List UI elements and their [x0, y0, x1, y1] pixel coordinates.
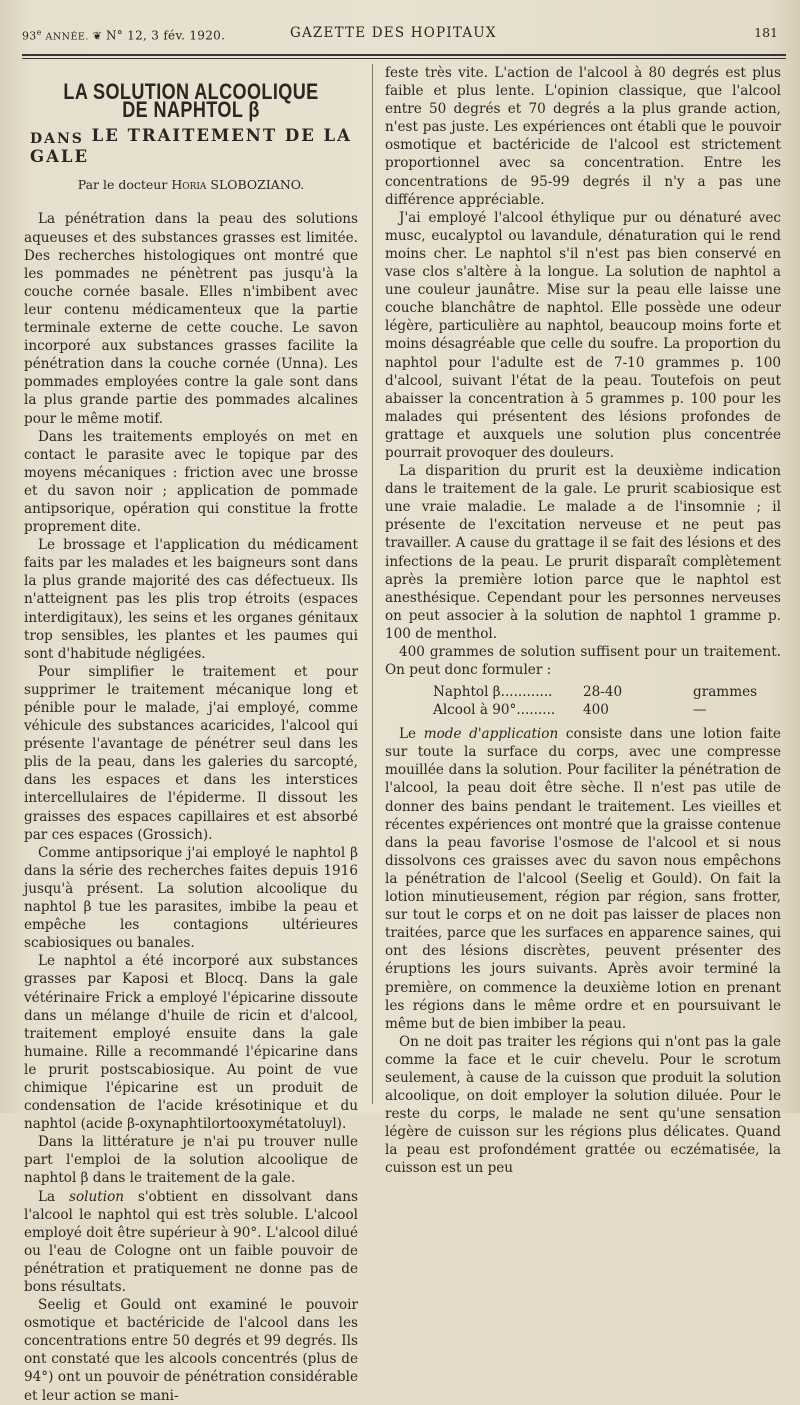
- paragraph: J'ai employé l'alcool éthylique pur ou dénaturé avec musc, eucalyptol ou lavandule, dénaturation qui le rend moins cher. Le naphtol s'il n'est pas bien conservé en vase clos s'altère à la longue. La solution de naphtol a une couleur jaunâtre. Mise sur la peau elle laisse une couche blanchâtre de naphtol. Elle possède une odeur légère, particulière au naphtol, beaucoup moins forte et moins désagréable que celle du soufre. La proportion du naphtol pour l'adulte est de 7-10 grammes p. 100 d'alcool, suivant l'état de la peau. Toutefois on peut abaisser la concentration à 5 grammes p. 100 pour les malades qui présentent des lésions profondes de grattage et auxquels une solution plus concentrée pourrait provoquer des douleurs.: [385, 209, 781, 461]
- fleuron-icon: ❦: [92, 29, 103, 43]
- article-title: LA SOLUTION ALCOOLIQUE DE NAPHTOL β: [63, 79, 319, 123]
- paragraph: Dans la littérature je n'ai pu trouver nulle part l'emploi de la solution alcoolique de naphtol β dans le traitement de la gale.: [24, 1134, 358, 1187]
- right-column: [385, 64, 781, 1178]
- solution-prefix: La: [38, 1188, 69, 1205]
- paragraph: 400 grammes de solution suffisent pour un traitement. On peut donc formuler :: [385, 644, 781, 679]
- paragraph-continued: feste très vite. L'action de l'alcool à 80 degrés est plus faible et plus lente. L'opinion classique, que l'alcool entre 50 degrés et 70 degrés a la plus grande action, n'est pas juste. Les expériences ont établi que le pouvoir osmotique et bactéricide de l'alcool est strictement proportionnel avec sa concentration. Entre les concentrations de 95-99 degrés il n'y a pas une différence appréciable.: [385, 65, 781, 208]
- formula: [385, 683, 781, 719]
- solution-italic: solution: [69, 1188, 125, 1205]
- article-subtitle: [30, 127, 358, 166]
- annee-label: ANNÉE.: [45, 31, 89, 43]
- subtitle-rest: LE TRAITEMENT DE LA GALE: [30, 126, 352, 167]
- formula-unit: —: [693, 702, 707, 719]
- paragraph: Seelig et Gould ont examiné le pouvoir osmotique et bactéricide de l'alcool dans les concentrations entre 50 degrés et 99 degrés. Ils ont constaté que les alcools concentrés (plus de 94°) ont un pouvoir de pénétration considérable et leur action se mani-: [24, 1297, 358, 1404]
- mode-italic: mode d'application: [423, 726, 559, 743]
- solution-rest: s'obtient en dissolvant dans l'alcool le naphtol qui est très soluble. L'alcool employé doit être supérieur à 90°. L'alcool dilué ou l'eau de Cologne ont un faible pouvoir de pénétration et pratiquement ne donne pas de bons résultats.: [24, 1188, 358, 1295]
- formula-unit: grammes: [693, 684, 758, 701]
- formula-value: 400: [583, 702, 609, 719]
- journal-name: GAZETTE DES HOPITAUX: [290, 25, 497, 41]
- paragraph: Comme antipsorique j'ai employé le naphtol β dans la série des recherches faites depuis 1916 jusqu'à présent. La solution alcoolique du naphtol β tue les parasites, imbibe la peau et empêche les contagions ultérieures scabiosiques ou banales.: [24, 844, 358, 952]
- formula-ingredient: Alcool à 90°.........: [433, 702, 556, 719]
- page-number: 181: [754, 25, 778, 40]
- mode-rest: consiste dans une lotion faite sur toute la surface du corps, avec une compresse mouillée dans la solution. Pour faciliter la pénétration de l'alcool, la peau doit être sèche. Il n'est pas utile de donner des bains pendant le traitement. Les vieilles et récentes expériences ont montré que la graisse contenue dans la peau favorise l'osmose de l'alcool et si nous dissolvons ces graisses avec du savon nous empêchons la pénétration de l'alcool (Seelig et Gould). On fait la lotion minutieusement, région par région, sans frotter, sur tout le corps et on ne doit pas laisser de places non traitées, parce que les surfaces en apparence saines, qui ont des lésions discrètes, peuvent présenter des éruptions les jours suivants. Après avoir terminé la première, on commence la deuxième lotion en prenant les régions dans le même ordre et en poursuivant le même but de bien imbiber la peau.: [385, 726, 781, 1032]
- mode-prefix: Le: [399, 726, 424, 743]
- paragraph: La pénétration dans la peau des solutions aqueuses et des substances grasses est limitée. Des recherches histologiques ont montré que les pommades ne pénètrent pas jusqu'à la couche cornée basale. Elles n'imbibent avec leur contenu médicamenteux que la partie terminale externe de cette couche. Le savon incorporé aux substances grasses facilite la pénétration dans la couche cornée (Unna). Les pommades employées contre la gale sont dans la plus grande partie des pommades alcalines pour le même motif.: [24, 211, 358, 427]
- paragraph: Pour simplifier le traitement et pour supprimer le traitement mécanique long et pénible pour le malade, j'ai employé, comme véhicule des substances acaricides, l'alcool qui présente l'avantage de pénétrer seul dans les plis de la peau, dans les galeries du sarcopté, dans les espaces et dans les interstices intercellulaires de l'épiderme. Il dissout les graisses des espaces capillaires et est absorbé par ces espaces (Grossich).: [24, 663, 358, 843]
- header-rule-thin: [22, 58, 786, 59]
- formula-value: 28-40: [583, 684, 623, 701]
- formula-row: [385, 701, 781, 719]
- paragraph: Le brossage et l'application du médicament faits par les malades et les baigneurs sont dans la plus grande majorité des cas défectueux. Ils n'atteignent pas les plis trop étroits (espaces interdigitaux), les seins et les organes génitaux trop sensibles, les plantes et les paumes qui sont d'habitude négligées.: [24, 537, 358, 662]
- paragraph-mode: [385, 725, 781, 1033]
- paragraph: On ne doit pas traiter les régions qui n'ont pas la gale comme la face et le cuir chevelu. Pour le scrotum seulement, à cause de la cuisson que produit la solution alcoolique, on doit employer la solution diluée. Pour le reste du corps, le malade ne sent qu'une sensation légère de cuisson sur les régions plus délicates. Quand la peau est profondément grattée ou eczématisée, la cuisson est un peu: [385, 1033, 781, 1177]
- formula-ingredient: Naphtol β............: [433, 684, 553, 701]
- issue-date: N° 12, 3 fév. 1920.: [105, 28, 226, 43]
- byline: [24, 176, 358, 194]
- column-divider: [372, 64, 373, 1104]
- paragraph-solution: [24, 1188, 358, 1297]
- paragraph: La disparition du prurit est la deuxième indication dans le traitement de la gale. Le prurit scabiosique est une vraie maladie. Le malade a de l'insomnie ; il présente de l'excitation nerveuse et ne peut pas travailler. A cause du grattage il se fait des lésions et des infections de la peau. Le prurit disparaît complètement après la première lotion parce que le naphtol est anesthésique. Cependant pour les personnes nerveuses on peut associer à la solution de naphtol 1 gramme p. 100 de menthol.: [385, 463, 781, 642]
- formula-row: [385, 683, 781, 701]
- subtitle-dans: DANS: [30, 131, 84, 148]
- paragraph: Dans les traitements employés on met en contact le parasite avec le topique par des moyens mécaniques : friction avec une brosse et du savon noir ; application de pommade antipsorique, opération qui constitue la frotte proprement dite.: [24, 428, 358, 536]
- byline-prefix: Par le docteur: [77, 177, 172, 193]
- running-header: [22, 22, 782, 52]
- left-column: [24, 68, 358, 1405]
- paragraph: Le naphtol a été incorporé aux substances grasses par Kaposi et Blocq. Dans la gale vétérinaire Frick a employé l'épicarine dissoute dans un mélange d'huile de ricin et d'alcool, traitement employé ensuite dans la gale humaine. Rille a recommandé l'épicarine dans le prurit postscabiosique. Au point de vue chimique l'épicarine est un produit de condensation de l'acide krésotinique et du naphtol (acide β-oxynaphtilortooxymétatoluyl).: [24, 953, 358, 1133]
- year-number: 93: [22, 29, 37, 43]
- author-name: Horia SLOBOZIANO.: [171, 177, 305, 193]
- issue-info: [22, 28, 225, 43]
- year-sup: e: [36, 28, 42, 37]
- header-rule-thick: [22, 54, 786, 56]
